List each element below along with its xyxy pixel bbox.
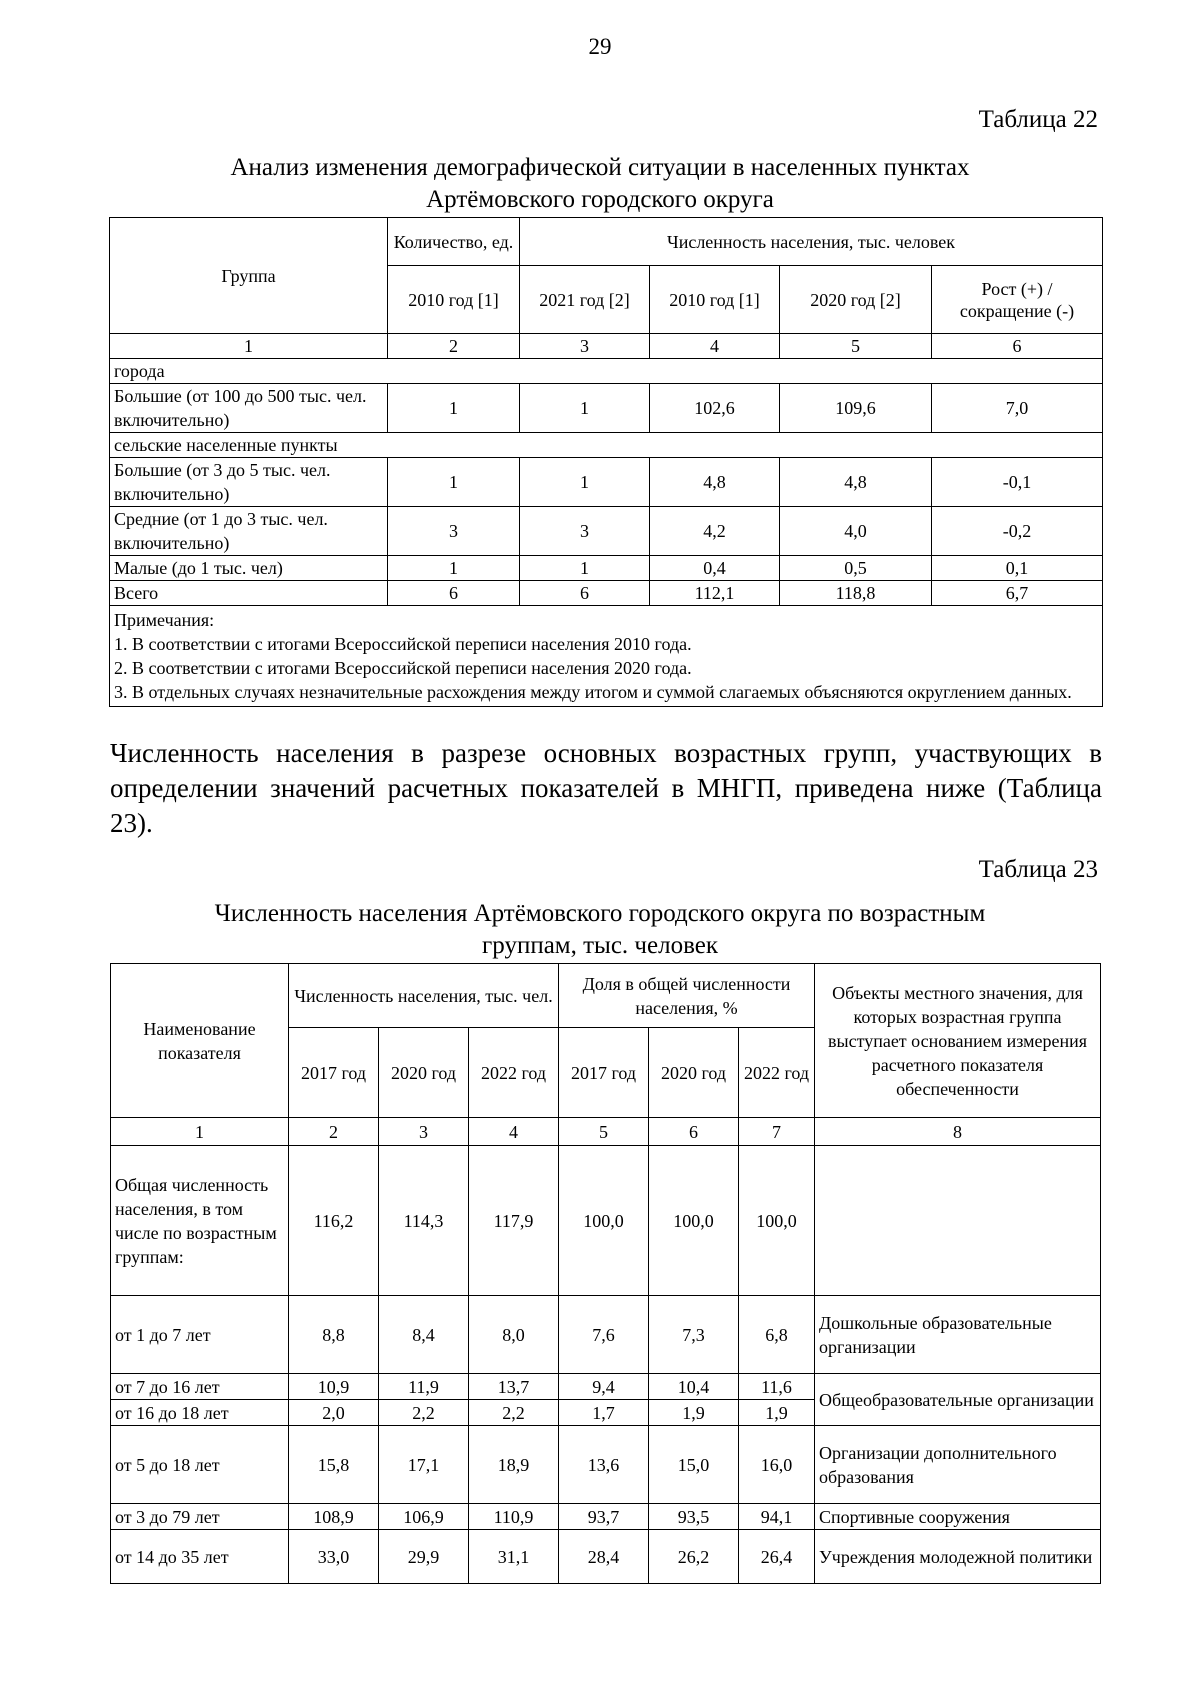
cell-pop-2017: 10,9 <box>289 1374 379 1400</box>
cell-pop-2017: 15,8 <box>289 1426 379 1504</box>
header-share-2017: 2017 год <box>559 1028 649 1118</box>
cell-pop-2022: 117,9 <box>469 1146 559 1296</box>
row-name: от 1 до 7 лет <box>111 1296 289 1374</box>
cell-share-2020: 26,2 <box>649 1530 739 1584</box>
col-number: 2 <box>388 334 520 359</box>
cell-share-2017: 1,7 <box>559 1400 649 1426</box>
cell-count-2021: 3 <box>520 507 650 556</box>
cell-count-2010: 1 <box>388 384 520 433</box>
table-row <box>110 507 1103 556</box>
cell-share-2020: 7,3 <box>649 1296 739 1374</box>
cell-pop-2020: 4,0 <box>780 507 932 556</box>
row-name: Общая численность населения, в том числе по возрастным группам: <box>111 1146 289 1296</box>
table-row <box>111 1296 1101 1374</box>
header-share: Доля в общей численности населения, % <box>559 964 815 1028</box>
header-2020-pop: 2020 год [2] <box>780 266 932 334</box>
cell-share-2020: 100,0 <box>649 1146 739 1296</box>
cell-pop-2020: 8,4 <box>379 1296 469 1374</box>
cell-pop-2022: 13,7 <box>469 1374 559 1400</box>
header-population: Численность населения, тыс. человек <box>520 218 1103 266</box>
cell-pop-2020: 17,1 <box>379 1426 469 1504</box>
table23-label: Таблица 23 <box>978 856 1098 883</box>
header-share-2020: 2020 год <box>649 1028 739 1118</box>
row-name: Средние (от 1 до 3 тыс. чел. включительно) <box>110 507 388 556</box>
table23-title-line2: группам, тыс. человек <box>482 932 718 959</box>
header-2010-pop: 2010 год [1] <box>650 266 780 334</box>
cell-share-2022: 11,6 <box>739 1374 815 1400</box>
cell-pop-2017: 2,0 <box>289 1400 379 1426</box>
row-name: Малые (до 1 тыс. чел) <box>110 556 388 581</box>
cell-share-2020: 10,4 <box>649 1374 739 1400</box>
table22 <box>109 217 1103 707</box>
col-number: 5 <box>559 1118 649 1146</box>
cell-count-2021: 1 <box>520 458 650 507</box>
cell-objects: Спортивные сооружения <box>815 1504 1101 1530</box>
table22-title-line1: Анализ изменения демографической ситуации в населенных пунктах <box>230 154 970 181</box>
header-group: Группа <box>110 218 388 334</box>
note-2: 2. В соответствии с итогами Всероссийской переписи населения 2020 года. <box>114 658 692 678</box>
cell-share-2022: 100,0 <box>739 1146 815 1296</box>
cell-objects: Организации дополнительного образования <box>815 1426 1101 1504</box>
row-name: от 7 до 16 лет <box>111 1374 289 1400</box>
cell-growth: -0,2 <box>932 507 1103 556</box>
row-name: Большие (от 3 до 5 тыс. чел. включительно) <box>110 458 388 507</box>
section-cities: города <box>110 359 1103 384</box>
cell-pop-2017: 33,0 <box>289 1530 379 1584</box>
header-count: Количество, ед. <box>388 218 520 266</box>
cell-pop-2020: 29,9 <box>379 1530 469 1584</box>
header-indicator: Наименование показателя <box>111 964 289 1118</box>
table22-title-line2: Артёмовского городского округа <box>426 186 774 213</box>
cell-share-2017: 28,4 <box>559 1530 649 1584</box>
cell-count-2010: 1 <box>388 458 520 507</box>
cell-pop-2020: 4,8 <box>780 458 932 507</box>
cell-objects: Общеобразовательные организации <box>815 1374 1101 1426</box>
cell-growth: 7,0 <box>932 384 1103 433</box>
cell-pop-2022: 110,9 <box>469 1504 559 1530</box>
cell-objects: Учреждения молодежной политики <box>815 1530 1101 1584</box>
col-number: 3 <box>520 334 650 359</box>
table22-title <box>100 152 1100 216</box>
table22-notes <box>110 606 1103 707</box>
cell-growth: -0,1 <box>932 458 1103 507</box>
cell-share-2022: 26,4 <box>739 1530 815 1584</box>
cell-growth: 0,1 <box>932 556 1103 581</box>
cell-share-2022: 6,8 <box>739 1296 815 1374</box>
cell-share-2017: 100,0 <box>559 1146 649 1296</box>
cell-count-2010: 6 <box>388 581 520 606</box>
cell-pop-2010: 4,2 <box>650 507 780 556</box>
note-3: 3. В отдельных случаях незначительные расхождения между итогом и суммой слагаемых объясняются округлением данных. <box>114 682 1072 702</box>
cell-pop-2020: 118,8 <box>780 581 932 606</box>
header-objects: Объекты местного значения, для которых возрастная группа выступает основанием измерения расчетного показателя обеспеченности <box>815 964 1101 1118</box>
col-number: 6 <box>932 334 1103 359</box>
cell-pop-2022: 18,9 <box>469 1426 559 1504</box>
cell-share-2017: 13,6 <box>559 1426 649 1504</box>
cell-pop-2017: 116,2 <box>289 1146 379 1296</box>
cell-pop-2020: 2,2 <box>379 1400 469 1426</box>
col-number: 8 <box>815 1118 1101 1146</box>
cell-pop-2020: 11,9 <box>379 1374 469 1400</box>
header-share-2022: 2022 год <box>739 1028 815 1118</box>
cell-share-2017: 9,4 <box>559 1374 649 1400</box>
cell-pop-2017: 8,8 <box>289 1296 379 1374</box>
header-2021-count: 2021 год [2] <box>520 266 650 334</box>
cell-count-2010: 1 <box>388 556 520 581</box>
body-paragraph: Численность населения в разрезе основных возрастных групп, участвующих в определении значений расчетных показателей в МНГП, приведена ниже (Таблица 23). <box>110 738 1102 838</box>
cell-share-2017: 7,6 <box>559 1296 649 1374</box>
table23-title-line1: Численность населения Артёмовского городского округа по возрастным <box>214 900 986 927</box>
table23 <box>110 963 1101 1584</box>
table-row <box>111 1530 1101 1584</box>
row-name: от 5 до 18 лет <box>111 1426 289 1504</box>
table-row <box>111 1146 1101 1296</box>
cell-pop-2010: 112,1 <box>650 581 780 606</box>
header-2010-count: 2010 год [1] <box>388 266 520 334</box>
col-number: 1 <box>110 334 388 359</box>
cell-pop-2020: 114,3 <box>379 1146 469 1296</box>
cell-pop-2022: 8,0 <box>469 1296 559 1374</box>
cell-share-2020: 1,9 <box>649 1400 739 1426</box>
cell-pop-2010: 4,8 <box>650 458 780 507</box>
cell-pop-2010: 102,6 <box>650 384 780 433</box>
cell-share-2020: 15,0 <box>649 1426 739 1504</box>
cell-pop-2020: 0,5 <box>780 556 932 581</box>
cell-count-2021: 1 <box>520 384 650 433</box>
note-1: 1. В соответствии с итогами Всероссийской переписи населения 2010 года. <box>114 634 692 654</box>
cell-pop-2022: 31,1 <box>469 1530 559 1584</box>
cell-share-2022: 94,1 <box>739 1504 815 1530</box>
header-pop-2017: 2017 год <box>289 1028 379 1118</box>
cell-share-2017: 93,7 <box>559 1504 649 1530</box>
table-row <box>110 458 1103 507</box>
cell-count-2021: 1 <box>520 556 650 581</box>
page-number: 29 <box>588 34 612 59</box>
table22-label: Таблица 22 <box>978 106 1098 133</box>
col-number: 1 <box>111 1118 289 1146</box>
table23-title <box>100 898 1100 962</box>
cell-pop-2020: 106,9 <box>379 1504 469 1530</box>
col-number: 6 <box>649 1118 739 1146</box>
col-number: 4 <box>650 334 780 359</box>
cell-share-2022: 16,0 <box>739 1426 815 1504</box>
cell-count-2021: 6 <box>520 581 650 606</box>
cell-growth: 6,7 <box>932 581 1103 606</box>
col-number: 3 <box>379 1118 469 1146</box>
row-name: от 3 до 79 лет <box>111 1504 289 1530</box>
notes-title: Примечания: <box>114 610 215 630</box>
section-rural: сельские населенные пункты <box>110 433 1103 458</box>
table-row <box>111 1374 1101 1400</box>
col-number: 2 <box>289 1118 379 1146</box>
cell-pop-2010: 0,4 <box>650 556 780 581</box>
cell-count-2010: 3 <box>388 507 520 556</box>
header-population: Численность населения, тыс. чел. <box>289 964 559 1028</box>
col-number: 4 <box>469 1118 559 1146</box>
table-row <box>111 1426 1101 1504</box>
row-name: от 14 до 35 лет <box>111 1530 289 1584</box>
header-pop-2020: 2020 год <box>379 1028 469 1118</box>
cell-share-2022: 1,9 <box>739 1400 815 1426</box>
cell-objects <box>815 1146 1101 1296</box>
table-row <box>111 1504 1101 1530</box>
cell-pop-2020: 109,6 <box>780 384 932 433</box>
table-row <box>110 581 1103 606</box>
col-number: 5 <box>780 334 932 359</box>
cell-objects: Дошкольные образовательные организации <box>815 1296 1101 1374</box>
row-name: Всего <box>110 581 388 606</box>
header-growth: Рост (+) /сокращение (-) <box>932 266 1103 334</box>
table-row <box>110 384 1103 433</box>
cell-pop-2017: 108,9 <box>289 1504 379 1530</box>
table-row <box>110 556 1103 581</box>
cell-pop-2022: 2,2 <box>469 1400 559 1426</box>
cell-share-2020: 93,5 <box>649 1504 739 1530</box>
header-pop-2022: 2022 год <box>469 1028 559 1118</box>
col-number: 7 <box>739 1118 815 1146</box>
row-name: от 16 до 18 лет <box>111 1400 289 1426</box>
row-name: Большие (от 100 до 500 тыс. чел. включительно) <box>110 384 388 433</box>
